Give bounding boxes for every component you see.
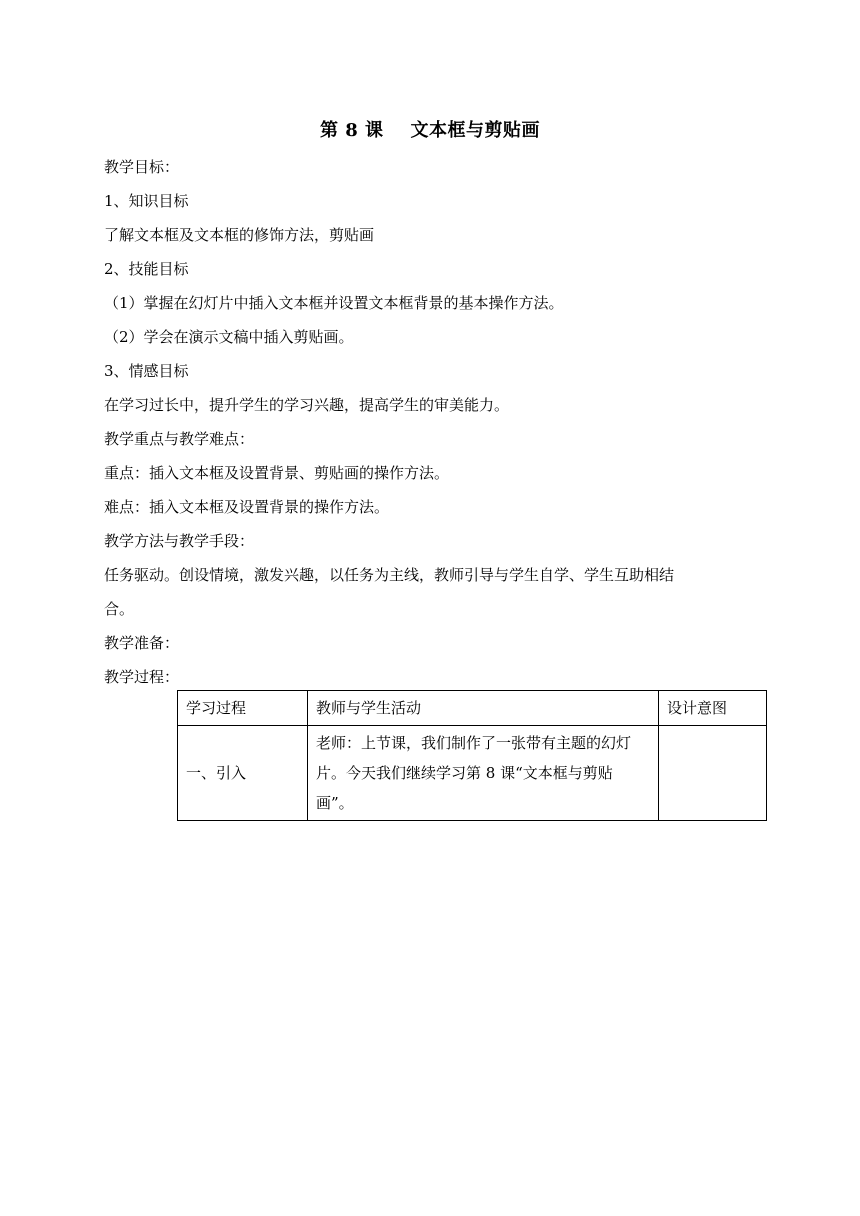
cell-activity: 老师：上节课，我们制作了一张带有主题的幻灯片。今天我们继续学习第 8 课“文本框与剪贴画”。 [308,726,659,821]
cell-stage: 一、引入 [178,726,308,821]
header-stage: 学习过程 [178,691,308,726]
method-heading: 教学方法与教学手段： [104,532,255,550]
skill-item-2: （2）学会在演示文稿中插入剪贴画。 [104,328,354,346]
skill-heading: 2、技能目标 [104,260,189,278]
skill-item-1: （1）掌握在幻灯片中插入文本框并设置文本框背景的基本操作方法。 [104,294,564,312]
prep-heading: 教学准备： [104,634,180,652]
knowledge-text: 了解文本框及文本框的修饰方法，剪贴画 [104,226,375,244]
method-text-line-1: 任务驱动。创设情境，激发兴趣，以任务为主线，教师引导与学生自学、学生互助相结 [104,566,675,584]
cell-intent [659,726,767,821]
lesson-title: 第 8 课 文本框与剪贴画 [319,120,541,141]
goals-heading: 教学目标： [104,158,180,176]
table-header-row [178,691,767,726]
table-row [178,726,767,821]
difficulty-point: 难点：插入文本框及设置背景的操作方法。 [104,498,390,516]
process-table [177,690,767,821]
key-heading: 教学重点与教学难点： [104,430,255,448]
emotion-text: 在学习过长中，提升学生的学习兴趣，提高学生的审美能力。 [104,396,510,414]
header-intent: 设计意图 [659,691,767,726]
knowledge-heading: 1、知识目标 [104,192,189,210]
method-text-line-2: 合。 [104,600,135,618]
key-point: 重点：插入文本框及设置背景、剪贴画的操作方法。 [104,464,450,482]
emotion-heading: 3、情感目标 [104,362,189,380]
header-activity: 教师与学生活动 [308,691,659,726]
process-heading: 教学过程： [104,668,180,686]
